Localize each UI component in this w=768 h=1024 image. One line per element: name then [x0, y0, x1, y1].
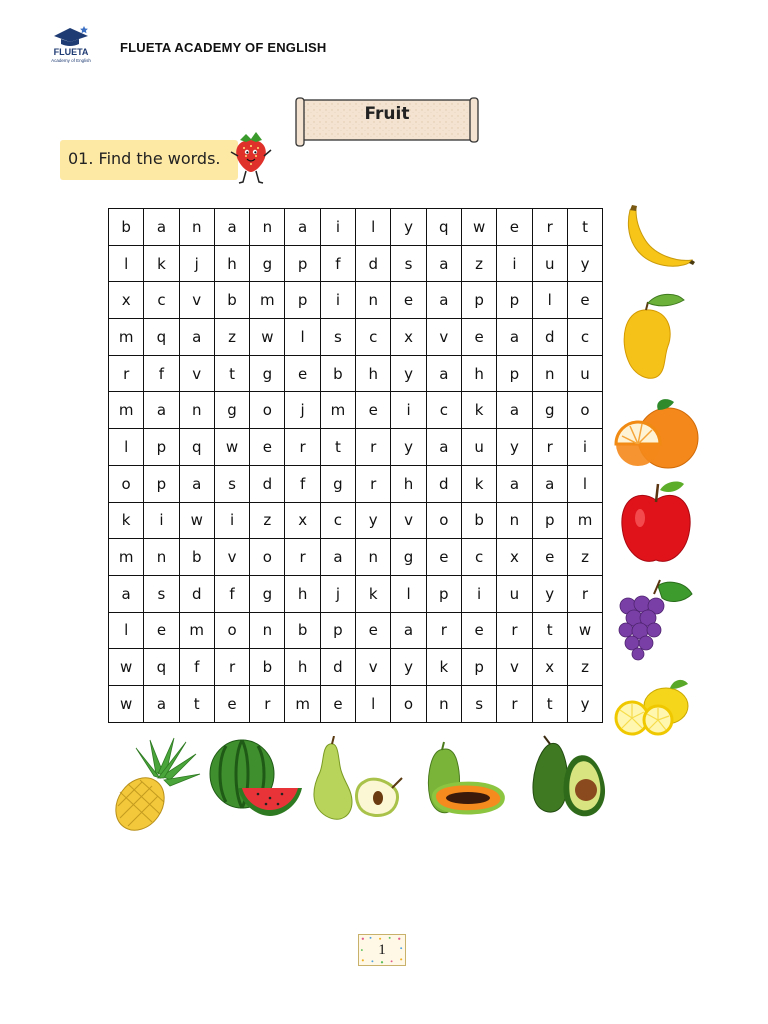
grid-cell: v — [356, 649, 391, 686]
grid-cell: n — [497, 502, 532, 539]
grid-cell: p — [144, 465, 179, 502]
grid-cell: a — [497, 465, 532, 502]
grid-cell: n — [356, 282, 391, 319]
avocado-icon — [526, 734, 608, 818]
grid-cell: z — [461, 245, 496, 282]
grid-cell: a — [426, 282, 461, 319]
banana-icon — [620, 204, 696, 274]
grid-cell: i — [144, 502, 179, 539]
grid-cell: t — [320, 429, 355, 466]
grid-cell: d — [356, 245, 391, 282]
grid-cell: e — [567, 282, 602, 319]
grid-cell: g — [391, 539, 426, 576]
grid-cell: u — [567, 355, 602, 392]
grid-row — [109, 465, 603, 502]
grid-cell: w — [250, 319, 285, 356]
grid-cell: v — [426, 319, 461, 356]
grid-cell: r — [356, 465, 391, 502]
grid-cell: p — [532, 502, 567, 539]
grid-cell: h — [391, 465, 426, 502]
grid-cell: a — [391, 612, 426, 649]
grid-cell: i — [214, 502, 249, 539]
grid-cell: v — [214, 539, 249, 576]
grid-cell: i — [320, 209, 355, 246]
grid-cell: v — [179, 282, 214, 319]
grid-cell: d — [426, 465, 461, 502]
grid-cell: g — [320, 465, 355, 502]
grid-cell: g — [250, 575, 285, 612]
grid-cell: c — [356, 319, 391, 356]
page-title: Fruit — [364, 104, 410, 124]
grid-cell: k — [426, 649, 461, 686]
grid-cell: f — [144, 355, 179, 392]
grid-cell: o — [250, 392, 285, 429]
mango-icon — [618, 290, 690, 382]
grid-cell: s — [461, 685, 496, 722]
grid-cell: r — [532, 209, 567, 246]
grid-cell: e — [461, 612, 496, 649]
grid-cell: k — [144, 245, 179, 282]
grid-cell: o — [214, 612, 249, 649]
grid-cell: n — [250, 612, 285, 649]
grid-cell: l — [285, 319, 320, 356]
grid-cell: g — [250, 355, 285, 392]
grid-cell: t — [532, 612, 567, 649]
confetti-border — [359, 935, 405, 965]
grid-cell: f — [285, 465, 320, 502]
grid-cell: a — [285, 209, 320, 246]
grid-cell: k — [109, 502, 144, 539]
grid-cell: i — [461, 575, 496, 612]
grid-cell: a — [320, 539, 355, 576]
grid-cell: l — [391, 575, 426, 612]
grid-cell: y — [391, 649, 426, 686]
grid-cell: f — [214, 575, 249, 612]
grid-cell: n — [250, 209, 285, 246]
grid-cell: c — [320, 502, 355, 539]
grid-cell: y — [532, 575, 567, 612]
word-search-grid — [108, 208, 603, 723]
grid-cell: r — [497, 612, 532, 649]
grid-cell: e — [285, 355, 320, 392]
grid-cell: m — [109, 539, 144, 576]
grid-cell: z — [250, 502, 285, 539]
grid-cell: c — [461, 539, 496, 576]
grid-cell: t — [214, 355, 249, 392]
grid-row — [109, 575, 603, 612]
grid-cell: a — [497, 319, 532, 356]
grid-cell: a — [144, 392, 179, 429]
grid-row — [109, 245, 603, 282]
grid-cell: p — [461, 649, 496, 686]
grid-cell: m — [320, 392, 355, 429]
grid-cell: e — [356, 612, 391, 649]
grapes-icon — [614, 576, 694, 662]
grid-cell: d — [320, 649, 355, 686]
grid-row — [109, 502, 603, 539]
grid-cell: l — [109, 245, 144, 282]
grid-cell: i — [320, 282, 355, 319]
grid-cell: t — [567, 209, 602, 246]
grid-cell: c — [567, 319, 602, 356]
grid-cell: u — [461, 429, 496, 466]
grid-cell: o — [567, 392, 602, 429]
grid-cell: s — [144, 575, 179, 612]
grid-cell: q — [179, 429, 214, 466]
grid-cell: l — [356, 209, 391, 246]
grid-cell: t — [532, 685, 567, 722]
grid-cell: y — [567, 685, 602, 722]
grid-cell: m — [179, 612, 214, 649]
grid-cell: o — [426, 502, 461, 539]
grid-cell: e — [356, 392, 391, 429]
grid-cell: d — [179, 575, 214, 612]
grid-cell: m — [567, 502, 602, 539]
grid-row — [109, 685, 603, 722]
grid-cell: p — [497, 355, 532, 392]
grid-cell: r — [250, 685, 285, 722]
strawberry-icon — [226, 126, 276, 188]
grid-row — [109, 319, 603, 356]
grid-cell: r — [109, 355, 144, 392]
grid-cell: a — [426, 429, 461, 466]
grid-cell: x — [109, 282, 144, 319]
grid-row — [109, 209, 603, 246]
grid-cell: o — [109, 465, 144, 502]
grid-cell: j — [179, 245, 214, 282]
school-name: FLUETA ACADEMY OF ENGLISH — [120, 40, 327, 55]
grid-cell: g — [250, 245, 285, 282]
grid-cell: f — [320, 245, 355, 282]
lemon-icon — [614, 676, 692, 738]
grid-cell: p — [144, 429, 179, 466]
grid-cell: a — [179, 319, 214, 356]
grid-cell: u — [497, 575, 532, 612]
grid-cell: w — [109, 685, 144, 722]
grid-cell: k — [461, 465, 496, 502]
logo-name: FLUETA — [53, 47, 89, 57]
grid-cell: y — [391, 355, 426, 392]
grid-cell: p — [461, 282, 496, 319]
grid-cell: b — [214, 282, 249, 319]
grid-cell: p — [285, 245, 320, 282]
grid-cell: q — [144, 649, 179, 686]
apple-icon — [618, 478, 694, 568]
grid-cell: o — [250, 539, 285, 576]
grid-cell: e — [461, 319, 496, 356]
grid-cell: w — [179, 502, 214, 539]
grid-cell: a — [426, 245, 461, 282]
grid-cell: r — [214, 649, 249, 686]
grid-row — [109, 649, 603, 686]
grid-cell: l — [109, 429, 144, 466]
grid-cell: m — [285, 685, 320, 722]
grid-cell: z — [214, 319, 249, 356]
grid-cell: a — [144, 685, 179, 722]
grid-cell: q — [426, 209, 461, 246]
grid-cell: h — [214, 245, 249, 282]
grid-cell: e — [320, 685, 355, 722]
grid-cell: a — [214, 209, 249, 246]
grid-cell: n — [144, 539, 179, 576]
grid-row — [109, 392, 603, 429]
grid-cell: s — [320, 319, 355, 356]
grid-cell: w — [109, 649, 144, 686]
grid-cell: a — [532, 465, 567, 502]
grid-cell: t — [179, 685, 214, 722]
grid-cell: a — [109, 575, 144, 612]
grid-cell: n — [426, 685, 461, 722]
grid-cell: c — [144, 282, 179, 319]
grid-cell: r — [426, 612, 461, 649]
grid-cell: r — [285, 539, 320, 576]
grid-cell: y — [497, 429, 532, 466]
grid-cell: u — [532, 245, 567, 282]
grid-row — [109, 539, 603, 576]
grid-cell: d — [250, 465, 285, 502]
watermelon-icon — [208, 736, 304, 816]
grid-cell: m — [109, 319, 144, 356]
grid-cell: k — [356, 575, 391, 612]
grid-cell: b — [461, 502, 496, 539]
grid-cell: r — [356, 429, 391, 466]
grid-cell: e — [532, 539, 567, 576]
grid-cell: y — [391, 209, 426, 246]
grid-cell: i — [567, 429, 602, 466]
orange-icon — [614, 396, 702, 470]
grid-cell: a — [179, 465, 214, 502]
pineapple-icon — [106, 734, 202, 832]
grid-cell: e — [497, 209, 532, 246]
grid-cell: x — [532, 649, 567, 686]
grid-cell: b — [109, 209, 144, 246]
grid-cell: j — [320, 575, 355, 612]
grid-cell: e — [144, 612, 179, 649]
pear-icon — [306, 736, 404, 822]
grid-cell: f — [179, 649, 214, 686]
grid-cell: g — [532, 392, 567, 429]
grid-cell: p — [320, 612, 355, 649]
grid-cell: y — [567, 245, 602, 282]
grid-cell: x — [285, 502, 320, 539]
grid-cell: x — [391, 319, 426, 356]
grid-cell: m — [250, 282, 285, 319]
grid-row — [109, 282, 603, 319]
grid-cell: r — [285, 429, 320, 466]
grid-cell: a — [426, 355, 461, 392]
grid-cell: q — [144, 319, 179, 356]
grid-cell: y — [356, 502, 391, 539]
grid-cell: r — [497, 685, 532, 722]
grid-cell: a — [497, 392, 532, 429]
grid-cell: s — [391, 245, 426, 282]
grid-cell: j — [285, 392, 320, 429]
grid-cell: l — [532, 282, 567, 319]
grid-cell: m — [109, 392, 144, 429]
grid-cell: c — [426, 392, 461, 429]
grid-cell: r — [532, 429, 567, 466]
grid-cell: h — [285, 649, 320, 686]
grid-cell: n — [179, 209, 214, 246]
grid-cell: p — [426, 575, 461, 612]
grid-cell: n — [532, 355, 567, 392]
grid-cell: v — [391, 502, 426, 539]
grid-cell: b — [250, 649, 285, 686]
grid-cell: e — [250, 429, 285, 466]
grid-cell: e — [391, 282, 426, 319]
grid-cell: o — [391, 685, 426, 722]
grid-cell: a — [144, 209, 179, 246]
grid-cell: e — [214, 685, 249, 722]
grid-cell: p — [497, 282, 532, 319]
grid-row — [109, 429, 603, 466]
grid-cell: y — [391, 429, 426, 466]
grid-cell: n — [356, 539, 391, 576]
grid-cell: n — [179, 392, 214, 429]
grid-cell: k — [461, 392, 496, 429]
grid-cell: s — [214, 465, 249, 502]
grid-cell: b — [179, 539, 214, 576]
logo-tagline: Academy of English — [51, 58, 91, 63]
grid-cell: d — [532, 319, 567, 356]
grid-cell: e — [426, 539, 461, 576]
grid-cell: w — [214, 429, 249, 466]
flueta-logo — [46, 22, 96, 64]
grid-cell: l — [567, 465, 602, 502]
grid-cell: v — [497, 649, 532, 686]
grid-cell: i — [391, 392, 426, 429]
grid-cell: w — [461, 209, 496, 246]
page-number: 1 — [378, 942, 386, 958]
grid-cell: z — [567, 649, 602, 686]
page-number-box — [358, 934, 406, 966]
task-label: 01. Find the words. — [68, 149, 221, 168]
grid-cell: v — [179, 355, 214, 392]
grid-cell: g — [214, 392, 249, 429]
grid-cell: p — [285, 282, 320, 319]
grid-cell: l — [109, 612, 144, 649]
grid-cell: l — [356, 685, 391, 722]
grid-cell: h — [356, 355, 391, 392]
grid-cell: h — [461, 355, 496, 392]
grid-cell: x — [497, 539, 532, 576]
grid-cell: i — [497, 245, 532, 282]
papaya-icon — [422, 740, 508, 824]
grid-cell: w — [567, 612, 602, 649]
grid-cell: h — [285, 575, 320, 612]
grid-cell: b — [320, 355, 355, 392]
grid-cell: z — [567, 539, 602, 576]
grid-cell: b — [285, 612, 320, 649]
grid-row — [109, 612, 603, 649]
grid-row — [109, 355, 603, 392]
grid-cell: r — [567, 575, 602, 612]
